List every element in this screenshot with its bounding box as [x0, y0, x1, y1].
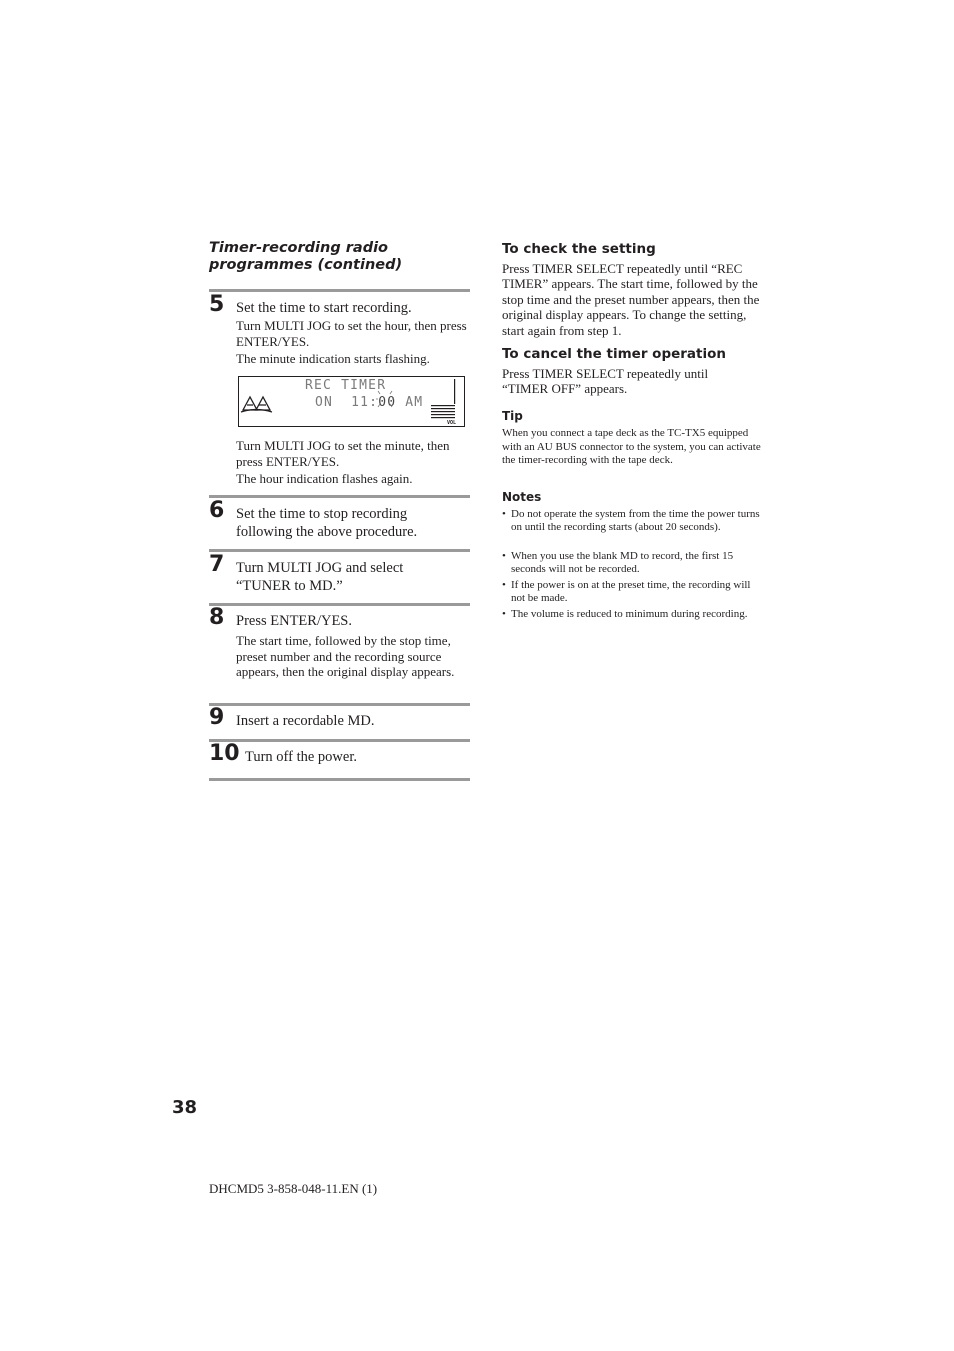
- note-item: [502, 550, 764, 577]
- step-subtext: Turn MULTI JOG to set the minute, then press ENTER/YES.: [236, 438, 450, 469]
- page-number: 38: [172, 1097, 198, 1118]
- step-text: Press ENTER/YES.: [236, 613, 352, 629]
- divider: [209, 739, 470, 742]
- speaker-logo-icon: [241, 397, 272, 412]
- cancel-timer-text: Press TIMER SELECT repeatedly until “TIMER OFF” appears.: [502, 366, 709, 397]
- vol-label: VOL: [447, 420, 457, 426]
- bullet: •: [502, 508, 506, 520]
- step-text: Insert a recordable MD.: [236, 713, 375, 729]
- lcd-display-illustration: [238, 376, 465, 427]
- svg-text:ON 11:00 AM: [315, 395, 423, 410]
- step-number: 5: [209, 292, 225, 317]
- bullet: •: [502, 579, 506, 591]
- lcd-display-graphic: [239, 377, 464, 426]
- step-subtext: Turn MULTI JOG to set the hour, then press ENTER/YES.: [236, 318, 467, 349]
- divider: [209, 289, 470, 292]
- lcd-hour: ON 11:: [315, 395, 379, 410]
- note-item: [502, 579, 764, 606]
- step-number: 9: [209, 705, 225, 730]
- note-item: [502, 508, 764, 535]
- lcd-ampm: AM: [396, 395, 424, 410]
- note-text: The volume is reduced to minimum during recording.: [511, 608, 748, 620]
- lcd-line-1: REC TIMER: [305, 378, 387, 393]
- step-number: 7: [209, 552, 225, 577]
- divider: [209, 778, 470, 781]
- volume-bars-icon: [431, 379, 455, 418]
- tip-text: When you connect a tape deck as the TC-TX5 equipped with an AU BUS connector to the system, you can activate the timer-recording with the tape deck.: [502, 427, 761, 467]
- step-number: 8: [209, 605, 225, 630]
- note-text: When you use the blank MD to record, the first 15 seconds will not be recorded.: [511, 550, 734, 576]
- bullet: •: [502, 550, 506, 562]
- divider: [209, 495, 470, 498]
- note-text: If the power is on at the preset time, the recording will not be made.: [511, 579, 751, 605]
- notes-heading: Notes: [502, 490, 542, 504]
- step-text: Turn MULTI JOG and select “TUNER to MD.”: [236, 560, 404, 594]
- step-subtext: The hour indication flashes again.: [236, 471, 413, 486]
- document-code-footer: DHCMD5 3-858-048-11.EN (1): [209, 1181, 378, 1196]
- note-text: Do not operate the system from the time the power turns on until the recording starts (about 20 seconds).: [511, 508, 760, 534]
- check-setting-text: Press TIMER SELECT repeatedly until “REC TIMER” appears. The start time, followed by the stop time and the preset number appears, then the original display appears. To change the setting, start again from step 1.: [502, 261, 760, 338]
- check-setting-heading: To check the setting: [502, 241, 656, 257]
- divider: [209, 603, 470, 606]
- step-subtext: The minute indication starts flashing.: [236, 351, 430, 366]
- section-title: Timer-recording radio programmes (contined): [209, 240, 403, 273]
- step-text: Set the time to stop recording following the above procedure.: [236, 506, 418, 540]
- lcd-minute-flashing: 00: [378, 395, 397, 410]
- step-text: Set the time to start recording.: [236, 300, 412, 316]
- step-subtext: The start time, followed by the stop time, preset number and the recording source appears, then the original display appears.: [236, 633, 455, 679]
- step-number: 6: [209, 498, 225, 523]
- note-item: [502, 608, 764, 621]
- cancel-timer-heading: To cancel the timer operation: [502, 346, 727, 362]
- tip-heading: Tip: [502, 409, 523, 423]
- step-text: Turn off the power.: [245, 749, 357, 765]
- step-number: 10: [209, 741, 240, 766]
- bullet: •: [502, 608, 506, 620]
- divider: [209, 549, 470, 552]
- divider: [209, 703, 470, 706]
